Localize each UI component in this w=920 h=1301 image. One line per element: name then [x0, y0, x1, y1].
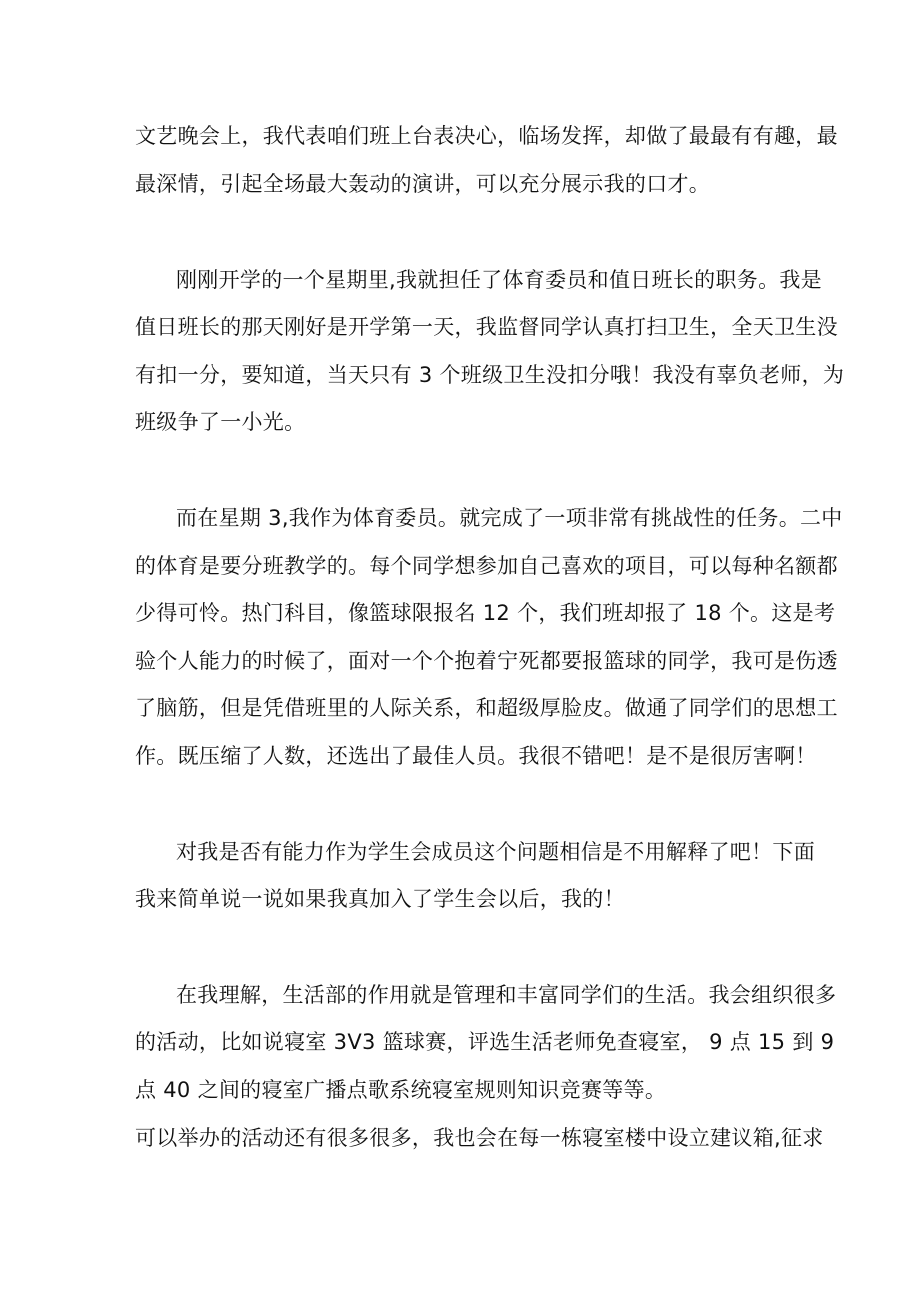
- paragraph-6-line-1: 可以举办的活动还有很多很多，我也会在每一栋寝室楼中设立建议箱,征求: [135, 1126, 824, 1150]
- paragraph-3-line-1: 而在星期 3,我作为体育委员。就完成了一项非常有挑战性的任务。二中: [176, 506, 843, 530]
- paragraph-3-line-4: 验个人能力的时候了，面对一个个抱着宁死都要报篮球的同学，我可是伤透: [135, 649, 838, 673]
- paragraph-5-line-1: 在我理解，生活部的作用就是管理和丰富同学们的生活。我会组织很多: [176, 983, 837, 1007]
- paragraph-4-line-1: 对我是否有能力作为学生会成员这个问题相信是不用解释了吧！下面: [176, 840, 815, 864]
- paragraph-3-line-6: 作。既压缩了人数，还选出了最佳人员。我很不错吧！是不是很厉害啊！: [135, 744, 817, 768]
- paragraph-3-line-5: 了脑筋，但是凭借班里的人际关系，和超级厚脸皮。做通了同学们的思想工: [135, 696, 838, 720]
- paragraph-4-line-2: 我来简单说一说如果我真加入了学生会以后，我的！: [135, 887, 625, 911]
- paragraph-2-line-1: 刚刚开学的一个星期里,我就担任了体育委员和值日班长的职务。我是: [176, 268, 822, 292]
- paragraph-1-line-2: 最深情，引起全场最大轰动的演讲，可以充分展示我的口才。: [135, 172, 711, 196]
- paragraph-3-line-3: 少得可怜。热门科目，像篮球限报名 12 个，我们班却报了 18 个。这是考: [135, 601, 836, 625]
- paragraph-2-line-4: 班级争了一小光。: [135, 410, 306, 434]
- paragraph-2-line-3: 有扣一分，要知道，当天只有 3 个班级卫生没扣分哦！我没有辜负老师，为: [135, 363, 845, 387]
- paragraph-5-line-3: 点 40 之间的寝室广播点歌系统寝室规则知识竞赛等等。: [135, 1078, 667, 1102]
- paragraph-1-line-1: 文艺晚会上，我代表咱们班上台表决心，临场发挥，却做了最最有有趣，最: [135, 124, 838, 148]
- paragraph-3-line-2: 的体育是要分班教学的。每个同学想参加自己喜欢的项目，可以每种名额都: [135, 554, 838, 578]
- paragraph-2-line-2: 值日班长的那天刚好是开学第一天，我监督同学认真打扫卫生，全天卫生没: [135, 315, 838, 339]
- paragraph-5-line-2: 的活动，比如说寝室 3V3 篮球赛，评选生活老师免查寝室， 9 点 15 到 9: [135, 1030, 835, 1054]
